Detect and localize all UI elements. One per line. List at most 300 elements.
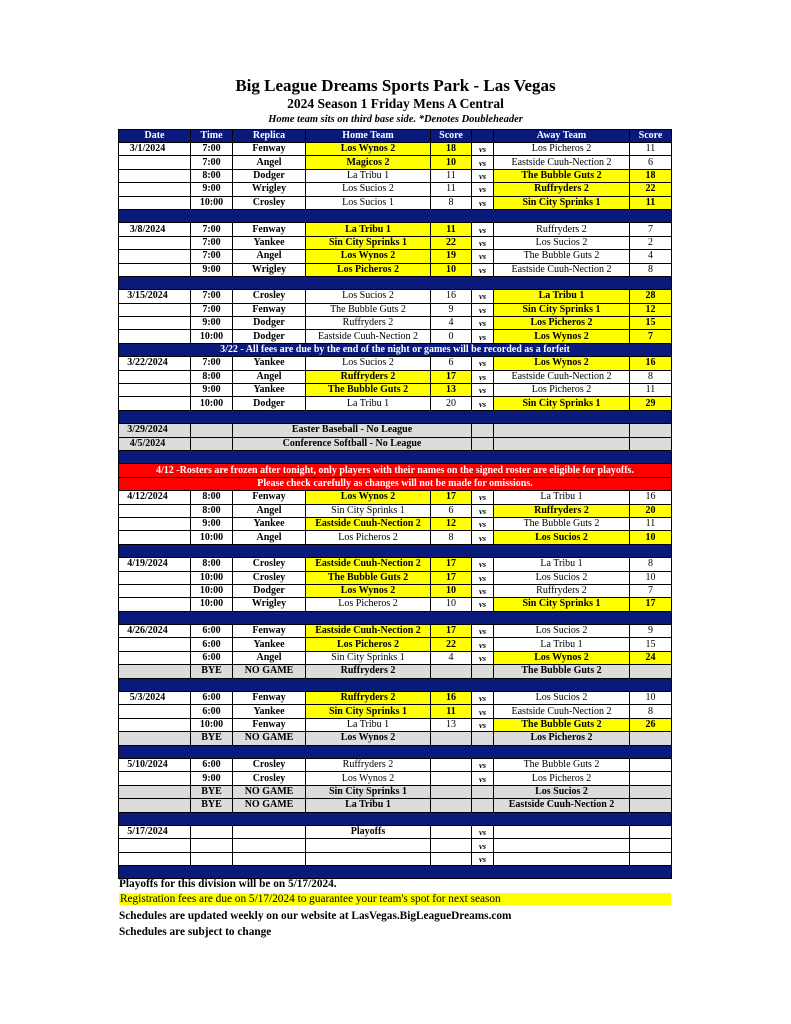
- home-score-cell: 18: [431, 143, 472, 156]
- home-score-cell: 10: [431, 263, 472, 276]
- away-team-cell: Eastside Cuuh-Nection 2: [494, 799, 630, 812]
- replica-cell: Yankee: [233, 517, 306, 530]
- date-cell: [119, 732, 191, 745]
- date-cell: [119, 531, 191, 544]
- date-cell: 3/1/2024: [119, 143, 191, 156]
- game-row: [119, 638, 672, 651]
- bye-row: [119, 785, 672, 798]
- home-score-cell: 16: [431, 290, 472, 303]
- game-row: [119, 183, 672, 196]
- replica-cell: Yankee: [233, 357, 306, 370]
- vs-cell: vs: [472, 290, 494, 303]
- col-header-away-team: Away Team: [494, 130, 630, 143]
- date-cell: [119, 665, 191, 678]
- time-cell: 9:00: [191, 384, 233, 397]
- away-score-cell: 8: [630, 370, 672, 383]
- date-cell: [119, 263, 191, 276]
- home-score-cell: 22: [431, 638, 472, 651]
- date-cell: 3/8/2024: [119, 223, 191, 236]
- away-score-cell: 10: [630, 531, 672, 544]
- vs-cell: [472, 732, 494, 745]
- away-score-cell: 7: [630, 223, 672, 236]
- replica-cell: NO GAME: [233, 785, 306, 798]
- time-cell: 8:00: [191, 558, 233, 571]
- away-team-cell: Sin City Sprinks 1: [494, 397, 630, 410]
- away-score-cell: [630, 758, 672, 771]
- home-team-cell: Magicos 2: [306, 156, 431, 169]
- game-row: [119, 625, 672, 638]
- replica-cell: Yankee: [233, 236, 306, 249]
- vs-cell: vs: [472, 317, 494, 330]
- game-row: [119, 397, 672, 410]
- replica-cell: Fenway: [233, 692, 306, 705]
- replica-cell: Fenway: [233, 718, 306, 731]
- away-team-cell: Los Sucios 2: [494, 692, 630, 705]
- replica-cell: Fenway: [233, 303, 306, 316]
- replica-cell: Fenway: [233, 223, 306, 236]
- away-team-cell: Los Sucios 2: [494, 625, 630, 638]
- replica-cell: Angel: [233, 250, 306, 263]
- replica-cell: Fenway: [233, 143, 306, 156]
- time-cell: 6:00: [191, 692, 233, 705]
- away-team-cell: Los Picheros 2: [494, 772, 630, 785]
- home-team-cell: Los Wynos 2: [306, 143, 431, 156]
- time-cell: BYE: [191, 799, 233, 812]
- away-score-cell: 8: [630, 705, 672, 718]
- replica-cell: Angel: [233, 504, 306, 517]
- date-cell: [119, 651, 191, 664]
- home-team-cell: Los Wynos 2: [306, 772, 431, 785]
- date-cell: [119, 584, 191, 597]
- date-cell: [119, 169, 191, 182]
- date-cell: 4/26/2024: [119, 625, 191, 638]
- home-team-cell: Los Wynos 2: [306, 491, 431, 504]
- time-cell: BYE: [191, 732, 233, 745]
- home-team-cell: Ruffryders 2: [306, 317, 431, 330]
- date-cell: [119, 330, 191, 343]
- date-cell: [119, 705, 191, 718]
- separator-row: [119, 544, 672, 557]
- time-cell: 10:00: [191, 584, 233, 597]
- time-cell: 10:00: [191, 397, 233, 410]
- replica-cell: Yankee: [233, 705, 306, 718]
- away-team-cell: [494, 437, 630, 450]
- home-score-cell: 11: [431, 705, 472, 718]
- date-cell: 4/19/2024: [119, 558, 191, 571]
- home-score-cell: 8: [431, 531, 472, 544]
- away-score-cell: [630, 437, 672, 450]
- home-team-cell: Los Wynos 2: [306, 584, 431, 597]
- time-cell: 7:00: [191, 250, 233, 263]
- home-team-cell: Ruffryders 2: [306, 370, 431, 383]
- away-score-cell: 8: [630, 263, 672, 276]
- date-cell: [119, 183, 191, 196]
- vs-cell: vs: [472, 384, 494, 397]
- home-team-cell: Sin City Sprinks 1: [306, 651, 431, 664]
- home-team-cell: Los Picheros 2: [306, 263, 431, 276]
- away-score-cell: 7: [630, 584, 672, 597]
- no-league-row: [119, 437, 672, 450]
- vs-cell: vs: [472, 825, 494, 838]
- time-cell: 7:00: [191, 223, 233, 236]
- vs-cell: vs: [472, 692, 494, 705]
- replica-cell: Dodger: [233, 584, 306, 597]
- vs-cell: vs: [472, 852, 494, 865]
- time-cell: 8:00: [191, 491, 233, 504]
- notice-row: [119, 343, 672, 356]
- away-team-cell: Ruffryders 2: [494, 504, 630, 517]
- date-cell: [119, 196, 191, 209]
- footer-playoffs: Playoffs for this division will be on 5/17/2024.: [119, 878, 337, 890]
- time-cell: 10:00: [191, 571, 233, 584]
- replica-cell: Fenway: [233, 625, 306, 638]
- home-score-cell: 13: [431, 384, 472, 397]
- footer-disclaimer: Schedules are subject to change: [119, 926, 272, 938]
- replica-cell: Dodger: [233, 397, 306, 410]
- replica-cell: NO GAME: [233, 799, 306, 812]
- time-cell: 10:00: [191, 196, 233, 209]
- away-score-cell: 11: [630, 196, 672, 209]
- away-team-cell: Los Picheros 2: [494, 384, 630, 397]
- home-score-cell: 17: [431, 558, 472, 571]
- replica-cell: Crosley: [233, 558, 306, 571]
- col-header-vs: [472, 130, 494, 143]
- schedule-table: [118, 129, 672, 879]
- game-row: [119, 303, 672, 316]
- away-team-cell: Los Picheros 2: [494, 732, 630, 745]
- away-team-cell: Los Sucios 2: [494, 785, 630, 798]
- vs-cell: vs: [472, 772, 494, 785]
- home-score-cell: 12: [431, 517, 472, 530]
- replica-cell: NO GAME: [233, 732, 306, 745]
- vs-cell: [472, 424, 494, 437]
- vs-cell: vs: [472, 169, 494, 182]
- time-cell: 10:00: [191, 598, 233, 611]
- separator-cell: [119, 866, 672, 879]
- home-team-cell: La Tribu 1: [306, 169, 431, 182]
- game-row: [119, 491, 672, 504]
- time-cell: [191, 852, 233, 865]
- separator-row: [119, 745, 672, 758]
- home-team-cell: Sin City Sprinks 1: [306, 785, 431, 798]
- game-row: [119, 692, 672, 705]
- away-score-cell: 12: [630, 303, 672, 316]
- replica-cell: Wrigley: [233, 263, 306, 276]
- replica-cell: [233, 852, 306, 865]
- away-team-cell: The Bubble Guts 2: [494, 665, 630, 678]
- home-team-cell: Los Wynos 2: [306, 250, 431, 263]
- bye-row: [119, 732, 672, 745]
- date-cell: [119, 303, 191, 316]
- date-cell: 3/22/2024: [119, 357, 191, 370]
- schedule-body: [119, 143, 672, 879]
- away-team-cell: Ruffryders 2: [494, 183, 630, 196]
- home-team-cell: The Bubble Guts 2: [306, 571, 431, 584]
- game-row: [119, 651, 672, 664]
- bye-row: [119, 665, 672, 678]
- game-row: [119, 571, 672, 584]
- game-row: [119, 584, 672, 597]
- away-score-cell: 10: [630, 571, 672, 584]
- away-team-cell: Los Sucios 2: [494, 531, 630, 544]
- alert-row: [119, 464, 672, 477]
- replica-cell: Angel: [233, 156, 306, 169]
- date-cell: [119, 571, 191, 584]
- bye-row: [119, 799, 672, 812]
- home-score-cell: 10: [431, 584, 472, 597]
- away-score-cell: 9: [630, 625, 672, 638]
- vs-cell: vs: [472, 571, 494, 584]
- game-row: [119, 143, 672, 156]
- vs-cell: vs: [472, 758, 494, 771]
- date-cell: [119, 370, 191, 383]
- separator-row: [119, 209, 672, 222]
- separator-row: [119, 866, 672, 879]
- home-team-cell: Los Wynos 2: [306, 732, 431, 745]
- away-score-cell: 17: [630, 598, 672, 611]
- home-score-cell: 11: [431, 183, 472, 196]
- vs-cell: vs: [472, 236, 494, 249]
- footer-registration: Registration fees are due on 5/17/2024 to guarantee your team's spot for next season: [119, 893, 671, 905]
- home-score-cell: [431, 799, 472, 812]
- home-score-cell: 17: [431, 625, 472, 638]
- replica-cell: Crosley: [233, 772, 306, 785]
- time-cell: 7:00: [191, 357, 233, 370]
- home-team-cell: La Tribu 1: [306, 397, 431, 410]
- away-score-cell: 6: [630, 156, 672, 169]
- game-row: [119, 718, 672, 731]
- replica-cell: Yankee: [233, 384, 306, 397]
- vs-cell: vs: [472, 370, 494, 383]
- home-team-cell: La Tribu 1: [306, 799, 431, 812]
- vs-cell: vs: [472, 357, 494, 370]
- no-league-text: Conference Softball - No League: [233, 437, 472, 450]
- time-cell: 10:00: [191, 330, 233, 343]
- separator-row: [119, 276, 672, 289]
- vs-cell: vs: [472, 651, 494, 664]
- time-cell: [191, 437, 233, 450]
- col-header-home-score: Score: [431, 130, 472, 143]
- home-score-cell: [431, 852, 472, 865]
- away-score-cell: 11: [630, 384, 672, 397]
- away-score-cell: 26: [630, 718, 672, 731]
- replica-cell: Crosley: [233, 758, 306, 771]
- away-score-cell: [630, 772, 672, 785]
- home-team-cell: The Bubble Guts 2: [306, 303, 431, 316]
- date-cell: [119, 638, 191, 651]
- replica-cell: Angel: [233, 651, 306, 664]
- home-score-cell: [431, 758, 472, 771]
- replica-cell: Dodger: [233, 330, 306, 343]
- game-row: [119, 250, 672, 263]
- home-team-cell: Ruffryders 2: [306, 758, 431, 771]
- home-score-cell: [431, 785, 472, 798]
- time-cell: 6:00: [191, 651, 233, 664]
- replica-cell: Yankee: [233, 638, 306, 651]
- away-team-cell: The Bubble Guts 2: [494, 169, 630, 182]
- separator-row: [119, 450, 672, 463]
- replica-cell: NO GAME: [233, 665, 306, 678]
- home-score-cell: 22: [431, 236, 472, 249]
- game-row: [119, 156, 672, 169]
- home-score-cell: 8: [431, 196, 472, 209]
- away-team-cell: Eastside Cuuh-Nection 2: [494, 263, 630, 276]
- away-team-cell: The Bubble Guts 2: [494, 718, 630, 731]
- alert-cell: 4/12 -Rosters are frozen after tonight, only players with their names on the signed roster are eligible for playoffs.: [119, 464, 672, 477]
- away-score-cell: [630, 825, 672, 838]
- away-score-cell: 11: [630, 517, 672, 530]
- home-team-cell: Eastside Cuuh-Nection 2: [306, 625, 431, 638]
- game-row: [119, 598, 672, 611]
- home-score-cell: 0: [431, 330, 472, 343]
- away-team-cell: [494, 852, 630, 865]
- vs-cell: vs: [472, 625, 494, 638]
- game-row: [119, 290, 672, 303]
- time-cell: 9:00: [191, 263, 233, 276]
- time-cell: 6:00: [191, 758, 233, 771]
- vs-cell: [472, 665, 494, 678]
- replica-cell: Crosley: [233, 290, 306, 303]
- time-cell: 9:00: [191, 317, 233, 330]
- date-cell: [119, 250, 191, 263]
- home-team-cell: Sin City Sprinks 1: [306, 705, 431, 718]
- vs-cell: vs: [472, 223, 494, 236]
- home-team-cell: Los Picheros 2: [306, 598, 431, 611]
- away-team-cell: Sin City Sprinks 1: [494, 303, 630, 316]
- away-score-cell: 2: [630, 236, 672, 249]
- home-score-cell: 6: [431, 504, 472, 517]
- away-team-cell: La Tribu 1: [494, 638, 630, 651]
- home-team-cell: Eastside Cuuh-Nection 2: [306, 517, 431, 530]
- time-cell: 7:00: [191, 143, 233, 156]
- away-score-cell: 8: [630, 558, 672, 571]
- date-cell: [119, 384, 191, 397]
- home-score-cell: [431, 839, 472, 852]
- time-cell: 6:00: [191, 625, 233, 638]
- home-team-cell: La Tribu 1: [306, 718, 431, 731]
- separator-row: [119, 611, 672, 624]
- replica-cell: Crosley: [233, 571, 306, 584]
- vs-cell: vs: [472, 638, 494, 651]
- replica-cell: [233, 825, 306, 838]
- game-row: [119, 384, 672, 397]
- vs-cell: vs: [472, 491, 494, 504]
- away-team-cell: La Tribu 1: [494, 558, 630, 571]
- time-cell: 9:00: [191, 517, 233, 530]
- date-cell: [119, 598, 191, 611]
- date-cell: [119, 785, 191, 798]
- date-cell: 4/12/2024: [119, 491, 191, 504]
- away-team-cell: The Bubble Guts 2: [494, 758, 630, 771]
- away-team-cell: La Tribu 1: [494, 290, 630, 303]
- playoff-row: [119, 825, 672, 838]
- away-score-cell: 7: [630, 330, 672, 343]
- time-cell: 7:00: [191, 303, 233, 316]
- home-team-cell: [306, 852, 431, 865]
- col-header-date: Date: [119, 130, 191, 143]
- away-team-cell: Los Picheros 2: [494, 143, 630, 156]
- home-team-cell: Los Sucios 2: [306, 357, 431, 370]
- vs-cell: vs: [472, 397, 494, 410]
- date-cell: [119, 839, 191, 852]
- home-team-cell: Ruffryders 2: [306, 665, 431, 678]
- col-header-time: Time: [191, 130, 233, 143]
- home-team-cell: Los Sucios 2: [306, 183, 431, 196]
- away-score-cell: 29: [630, 397, 672, 410]
- away-score-cell: 24: [630, 651, 672, 664]
- vs-cell: vs: [472, 531, 494, 544]
- game-row: [119, 317, 672, 330]
- away-score-cell: 16: [630, 491, 672, 504]
- replica-cell: Wrigley: [233, 183, 306, 196]
- date-cell: [119, 156, 191, 169]
- col-header-replica: Replica: [233, 130, 306, 143]
- home-score-cell: 4: [431, 317, 472, 330]
- separator-cell: [119, 209, 672, 222]
- away-score-cell: 10: [630, 692, 672, 705]
- vs-cell: vs: [472, 718, 494, 731]
- time-cell: 7:00: [191, 156, 233, 169]
- vs-cell: vs: [472, 504, 494, 517]
- home-team-cell: Los Sucios 2: [306, 290, 431, 303]
- replica-cell: Fenway: [233, 491, 306, 504]
- home-score-cell: 16: [431, 692, 472, 705]
- game-row: [119, 263, 672, 276]
- date-cell: [119, 517, 191, 530]
- table-header-row: [119, 130, 672, 143]
- away-team-cell: Los Wynos 2: [494, 651, 630, 664]
- date-cell: [119, 397, 191, 410]
- date-cell: 4/5/2024: [119, 437, 191, 450]
- away-score-cell: [630, 732, 672, 745]
- alert-cell: Please check carefully as changes will not be made for omissions.: [119, 477, 672, 490]
- home-score-cell: 4: [431, 651, 472, 664]
- away-score-cell: [630, 839, 672, 852]
- page-title: Big League Dreams Sports Park - Las Vegas: [235, 76, 556, 95]
- time-cell: [191, 424, 233, 437]
- footer-website: Schedules are updated weekly on our website at LasVegas.BigLeagueDreams.com: [119, 910, 512, 922]
- away-team-cell: Ruffryders 2: [494, 584, 630, 597]
- notice-cell: 3/22 - All fees are due by the end of the night or games will be recorded as a forfeit: [119, 343, 672, 356]
- away-score-cell: 20: [630, 504, 672, 517]
- col-header-away-score: Score: [630, 130, 672, 143]
- away-score-cell: 11: [630, 143, 672, 156]
- time-cell: [191, 825, 233, 838]
- home-score-cell: 6: [431, 357, 472, 370]
- away-score-cell: 22: [630, 183, 672, 196]
- game-row: [119, 531, 672, 544]
- vs-cell: vs: [472, 598, 494, 611]
- away-score-cell: [630, 799, 672, 812]
- home-team-cell: The Bubble Guts 2: [306, 384, 431, 397]
- away-team-cell: Eastside Cuuh-Nection 2: [494, 156, 630, 169]
- home-score-cell: 10: [431, 598, 472, 611]
- vs-cell: vs: [472, 143, 494, 156]
- away-team-cell: Eastside Cuuh-Nection 2: [494, 705, 630, 718]
- vs-cell: vs: [472, 330, 494, 343]
- home-score-cell: 17: [431, 571, 472, 584]
- vs-cell: vs: [472, 250, 494, 263]
- away-score-cell: 28: [630, 290, 672, 303]
- playoff-row: [119, 839, 672, 852]
- replica-cell: Crosley: [233, 196, 306, 209]
- vs-cell: vs: [472, 705, 494, 718]
- away-team-cell: Sin City Sprinks 1: [494, 598, 630, 611]
- time-cell: 10:00: [191, 531, 233, 544]
- away-score-cell: 16: [630, 357, 672, 370]
- time-cell: 7:00: [191, 236, 233, 249]
- away-team-cell: [494, 424, 630, 437]
